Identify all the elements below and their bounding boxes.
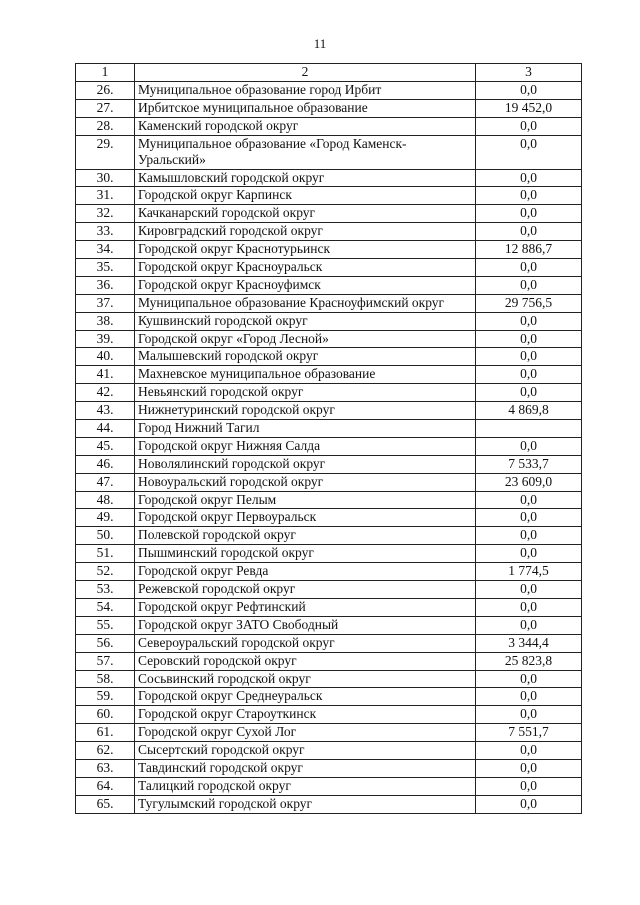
row-number-cell: 28.: [76, 117, 135, 135]
table-row: [76, 688, 582, 706]
municipality-name-cell: Кушвинский городской округ: [135, 312, 476, 330]
row-number-cell: 59.: [76, 688, 135, 706]
amount-cell: 0,0: [476, 670, 582, 688]
row-number-cell: 50.: [76, 527, 135, 545]
table-row: [76, 241, 582, 259]
row-number-cell: 55.: [76, 616, 135, 634]
amount-cell: 0,0: [476, 187, 582, 205]
amount-cell: 0,0: [476, 795, 582, 813]
amount-cell: 0,0: [476, 527, 582, 545]
amount-cell: 0,0: [476, 259, 582, 277]
row-number-cell: 27.: [76, 99, 135, 117]
table-row: [76, 99, 582, 117]
amount-cell: 7 533,7: [476, 455, 582, 473]
row-number-cell: 44.: [76, 420, 135, 438]
municipality-name-cell: Муниципальное образование «Город Каменск-Уральский»: [135, 135, 476, 169]
table-row: [76, 437, 582, 455]
table-header-row: [76, 64, 582, 82]
municipality-name-cell: Каменский городской округ: [135, 117, 476, 135]
municipality-name-cell: Муниципальное образование город Ирбит: [135, 81, 476, 99]
row-number-cell: 31.: [76, 187, 135, 205]
row-number-cell: 58.: [76, 670, 135, 688]
municipality-name-cell: Городской округ «Город Лесной»: [135, 330, 476, 348]
municipality-name-cell: Нижнетуринский городской округ: [135, 402, 476, 420]
amount-cell: [476, 420, 582, 438]
municipality-name-cell: Городской округ Среднеуральск: [135, 688, 476, 706]
amount-cell: 0,0: [476, 742, 582, 760]
municipality-name-cell: Городской округ Пелым: [135, 491, 476, 509]
municipality-name-cell: Городской округ Первоуральск: [135, 509, 476, 527]
municipalities-table: [75, 63, 582, 814]
amount-cell: 29 756,5: [476, 294, 582, 312]
municipality-name-cell: Качканарский городской округ: [135, 205, 476, 223]
row-number-cell: 36.: [76, 276, 135, 294]
municipality-name-cell: Сысертский городской округ: [135, 742, 476, 760]
amount-cell: 0,0: [476, 545, 582, 563]
amount-cell: 23 609,0: [476, 473, 582, 491]
amount-cell: 25 823,8: [476, 652, 582, 670]
row-number-cell: 56.: [76, 634, 135, 652]
table-row: [76, 491, 582, 509]
municipality-name-cell: Городской округ Ревда: [135, 563, 476, 581]
amount-cell: 0,0: [476, 759, 582, 777]
table-row: [76, 545, 582, 563]
amount-cell: 0,0: [476, 117, 582, 135]
amount-cell: 0,0: [476, 509, 582, 527]
municipality-name-cell: Тугулымский городской округ: [135, 795, 476, 813]
table-row: [76, 187, 582, 205]
row-number-cell: 40.: [76, 348, 135, 366]
table-row: [76, 706, 582, 724]
row-number-cell: 53.: [76, 581, 135, 599]
municipality-name-cell: Ирбитское муниципальное образование: [135, 99, 476, 117]
municipality-name-cell: Серовский городской округ: [135, 652, 476, 670]
table-row: [76, 634, 582, 652]
amount-cell: 0,0: [476, 616, 582, 634]
row-number-cell: 54.: [76, 598, 135, 616]
table-row: [76, 670, 582, 688]
municipality-name-cell: Муниципальное образование Красноуфимский округ: [135, 294, 476, 312]
amount-cell: 0,0: [476, 437, 582, 455]
table-row: [76, 581, 582, 599]
row-number-cell: 33.: [76, 223, 135, 241]
row-number-cell: 39.: [76, 330, 135, 348]
row-number-cell: 51.: [76, 545, 135, 563]
amount-cell: 0,0: [476, 706, 582, 724]
table-row: [76, 330, 582, 348]
municipality-name-cell: Городской округ Нижняя Салда: [135, 437, 476, 455]
table-row: [76, 81, 582, 99]
row-number-cell: 41.: [76, 366, 135, 384]
amount-cell: 0,0: [476, 169, 582, 187]
municipality-name-cell: Городской округ ЗАТО Свободный: [135, 616, 476, 634]
amount-cell: 0,0: [476, 81, 582, 99]
row-number-cell: 30.: [76, 169, 135, 187]
municipality-name-cell: Талицкий городской округ: [135, 777, 476, 795]
municipality-name-cell: Городской округ Красноуфимск: [135, 276, 476, 294]
row-number-cell: 29.: [76, 135, 135, 169]
amount-cell: 3 344,4: [476, 634, 582, 652]
row-number-cell: 43.: [76, 402, 135, 420]
municipality-name-cell: Город Нижний Тагил: [135, 420, 476, 438]
table-row: [76, 563, 582, 581]
row-number-cell: 46.: [76, 455, 135, 473]
row-number-cell: 47.: [76, 473, 135, 491]
row-number-cell: 62.: [76, 742, 135, 760]
municipality-name-cell: Тавдинский городской округ: [135, 759, 476, 777]
row-number-cell: 60.: [76, 706, 135, 724]
table-row: [76, 509, 582, 527]
amount-cell: 0,0: [476, 223, 582, 241]
amount-cell: 0,0: [476, 491, 582, 509]
municipality-name-cell: Пышминский городской округ: [135, 545, 476, 563]
table-row: [76, 223, 582, 241]
municipality-name-cell: Городской округ Сухой Лог: [135, 724, 476, 742]
amount-cell: 7 551,7: [476, 724, 582, 742]
amount-cell: 0,0: [476, 330, 582, 348]
row-number-cell: 65.: [76, 795, 135, 813]
table-row: [76, 402, 582, 420]
amount-cell: 0,0: [476, 688, 582, 706]
municipality-name-cell: Городской округ Красноуральск: [135, 259, 476, 277]
table-row: [76, 455, 582, 473]
municipality-name-cell: Сосьвинский городской округ: [135, 670, 476, 688]
table-row: [76, 366, 582, 384]
municipality-name-cell: Городской округ Рефтинский: [135, 598, 476, 616]
municipality-name-cell: Кировградский городской округ: [135, 223, 476, 241]
table-row: [76, 473, 582, 491]
page-number: 11: [313, 36, 327, 51]
municipality-name-cell: Малышевский городской округ: [135, 348, 476, 366]
table-row: [76, 384, 582, 402]
row-number-cell: 64.: [76, 777, 135, 795]
municipality-name-cell: Невьянский городской округ: [135, 384, 476, 402]
amount-cell: 0,0: [476, 598, 582, 616]
table-row: [76, 117, 582, 135]
table-row: [76, 259, 582, 277]
amount-cell: 1 774,5: [476, 563, 582, 581]
row-number-cell: 38.: [76, 312, 135, 330]
table-row: [76, 616, 582, 634]
table-row: [76, 724, 582, 742]
amount-cell: 4 869,8: [476, 402, 582, 420]
table-row: [76, 135, 582, 169]
municipality-name-cell: Новолялинский городской округ: [135, 455, 476, 473]
amount-cell: 0,0: [476, 384, 582, 402]
column-header-name: 2: [135, 64, 476, 82]
amount-cell: 0,0: [476, 348, 582, 366]
table-row: [76, 652, 582, 670]
table-row: [76, 759, 582, 777]
amount-cell: 12 886,7: [476, 241, 582, 259]
municipality-name-cell: Городской округ Карпинск: [135, 187, 476, 205]
table-row: [76, 777, 582, 795]
column-header-value: 3: [476, 64, 582, 82]
table-row: [76, 598, 582, 616]
row-number-cell: 34.: [76, 241, 135, 259]
row-number-cell: 57.: [76, 652, 135, 670]
table-row: [76, 420, 582, 438]
table-body: [76, 81, 582, 813]
row-number-cell: 42.: [76, 384, 135, 402]
row-number-cell: 61.: [76, 724, 135, 742]
row-number-cell: 32.: [76, 205, 135, 223]
amount-cell: 0,0: [476, 777, 582, 795]
table-row: [76, 276, 582, 294]
municipality-name-cell: Североуральский городской округ: [135, 634, 476, 652]
amount-cell: 0,0: [476, 135, 582, 169]
row-number-cell: 26.: [76, 81, 135, 99]
row-number-cell: 45.: [76, 437, 135, 455]
amount-cell: 0,0: [476, 205, 582, 223]
table-row: [76, 527, 582, 545]
row-number-cell: 49.: [76, 509, 135, 527]
amount-cell: 0,0: [476, 276, 582, 294]
column-header-number: 1: [76, 64, 135, 82]
table-row: [76, 169, 582, 187]
row-number-cell: 35.: [76, 259, 135, 277]
table-row: [76, 742, 582, 760]
row-number-cell: 63.: [76, 759, 135, 777]
municipality-name-cell: Городской округ Краснотурьинск: [135, 241, 476, 259]
table-row: [76, 312, 582, 330]
row-number-cell: 37.: [76, 294, 135, 312]
amount-cell: 19 452,0: [476, 99, 582, 117]
amount-cell: 0,0: [476, 312, 582, 330]
table-row: [76, 795, 582, 813]
municipality-name-cell: Новоуральский городской округ: [135, 473, 476, 491]
municipality-name-cell: Полевской городской округ: [135, 527, 476, 545]
amount-cell: 0,0: [476, 366, 582, 384]
municipality-name-cell: Махневское муниципальное образование: [135, 366, 476, 384]
municipality-name-cell: Камышловский городской округ: [135, 169, 476, 187]
row-number-cell: 48.: [76, 491, 135, 509]
table-row: [76, 294, 582, 312]
municipality-name-cell: Городской округ Староуткинск: [135, 706, 476, 724]
table-row: [76, 348, 582, 366]
row-number-cell: 52.: [76, 563, 135, 581]
table-row: [76, 205, 582, 223]
municipality-name-cell: Режевской городской округ: [135, 581, 476, 599]
amount-cell: 0,0: [476, 581, 582, 599]
